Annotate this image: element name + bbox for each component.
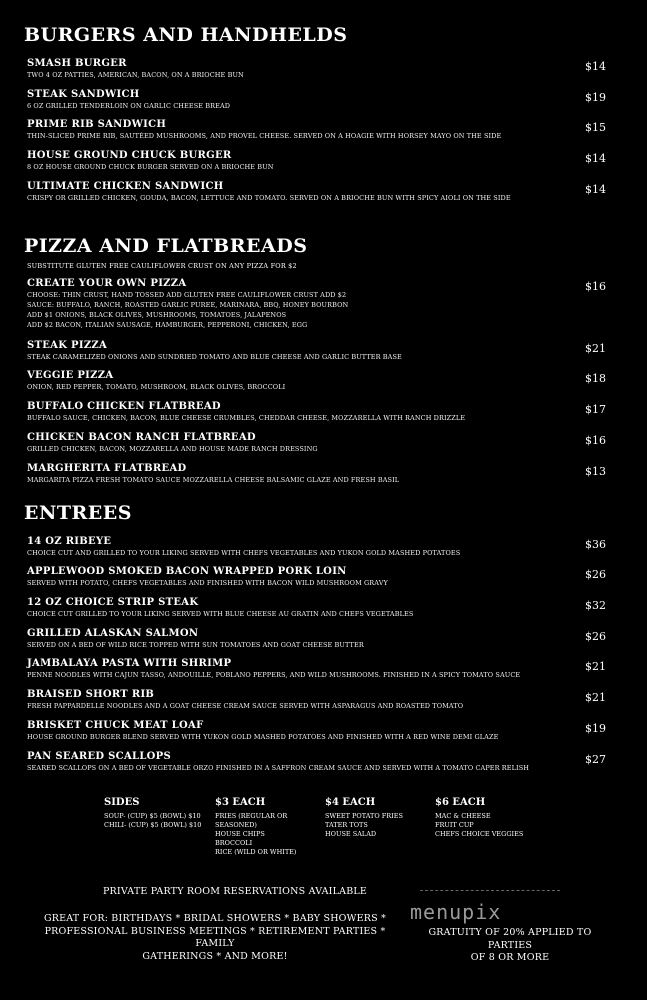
item-description: ADD $1 ONIONS, BLACK OLIVES, MUSHROOMS, TOMATOES, JALAPENOS — [27, 311, 287, 319]
sides-line: SEASONED) — [215, 821, 257, 829]
item-description: ADD $2 BACON, ITALIAN SAUSAGE, HAMBURGER, PEPPERONI, CHICKEN, EGG — [27, 321, 308, 329]
sides-column — [104, 797, 201, 830]
item-description: GRILLED CHICKEN, BACON, MOZZARELLA AND HOUSE MADE RANCH DRESSING — [27, 445, 318, 453]
item-price: $16 — [585, 280, 606, 293]
item-price: $21 — [585, 342, 606, 355]
divider — [420, 890, 560, 891]
item-description: CHOICE CUT GRILLED TO YOUR LIKING SERVED WITH BLUE CHEESE AU GRATIN AND CHEFS VEGETABLES — [27, 610, 414, 618]
menu-item — [27, 566, 617, 588]
item-description: 8 OZ HOUSE GROUND CHUCK BURGER SERVED ON A BRIOCHE BUN — [27, 163, 274, 171]
item-price: $15 — [585, 121, 606, 134]
great-for-line: GREAT FOR: BIRTHDAYS * BRIDAL SHOWERS * BABY SHOWERS * — [43, 913, 386, 924]
sides-column — [325, 797, 403, 839]
item-name: STEAK SANDWICH — [27, 89, 140, 100]
item-description: PENNE NOODLES WITH CAJUN TASSO, ANDOUILLE, POBLANO PEPPERS, AND WILD MUSHROOMS. FINISHED IN A SPICY TOMATO SAUCE — [27, 671, 521, 679]
menu-item — [27, 597, 617, 619]
menu-item — [27, 751, 617, 773]
gratuity-line: GRATUITY OF 20% APPLIED TO PARTIES — [428, 927, 592, 951]
item-price: $21 — [585, 660, 606, 673]
menu-item — [27, 401, 617, 423]
menu-item — [27, 58, 617, 80]
item-description: 6 OZ GRILLED TENDERLOIN ON GARLIC CHEESE BREAD — [27, 102, 231, 110]
great-for-line: GATHERINGS * AND MORE! — [142, 950, 288, 962]
menu-item — [27, 432, 617, 454]
gratuity-line: OF 8 OR MORE — [470, 952, 550, 963]
item-description: HOUSE GROUND BURGER BLEND SERVED WITH YUKON GOLD MASHED POTATOES AND FINISHED WITH A RED WINE DEMI GLAZE — [27, 733, 499, 741]
item-price: $13 — [585, 465, 606, 478]
item-price: $14 — [585, 152, 606, 165]
item-price: $18 — [585, 372, 606, 385]
item-name: BUFFALO CHICKEN FLATBREAD — [27, 401, 221, 412]
item-price: $16 — [585, 434, 606, 447]
item-name: BRISKET CHUCK MEAT LOAF — [27, 720, 204, 731]
menu-item — [27, 689, 617, 711]
sides-line: MAC & CHEESE — [435, 812, 491, 820]
item-description: SEARED SCALLOPS ON A BED OF VEGETABLE ORZO FINISHED IN A SAFFRON CREAM SAUCE AND SERVED WITH A TOMATO CAPER RELISH — [27, 764, 530, 772]
section-title-pizza: PIZZA AND FLATBREADS — [24, 235, 308, 257]
menu-item — [27, 658, 617, 680]
great-for-block — [40, 913, 390, 963]
great-for-line: PROFESSIONAL BUSINESS MEETINGS * RETIREMENT PARTIES * FAMILY — [44, 925, 386, 949]
menu-item — [27, 181, 617, 203]
menupix-watermark: menupix — [410, 900, 502, 924]
sides-line: FRUIT CUP — [435, 821, 474, 829]
section-title-burgers: BURGERS AND HANDHELDS — [24, 24, 348, 46]
sides-heading: $3 EACH — [215, 797, 266, 808]
item-name: 12 OZ CHOICE STRIP STEAK — [27, 597, 199, 608]
sides-heading: $6 EACH — [435, 797, 486, 808]
item-name: SMASH BURGER — [27, 58, 127, 69]
sides-column — [215, 797, 296, 857]
sides-heading: $4 EACH — [325, 797, 376, 808]
sides-line: CHILI- (CUP) $5 (BOWL) $10 — [104, 821, 202, 829]
item-price: $32 — [585, 599, 606, 612]
item-name: STEAK PIZZA — [27, 340, 108, 351]
sides-line: SOUP- (CUP) $5 (BOWL) $10 — [104, 812, 201, 820]
section-note: SUBSTITUTE GLUTEN FREE CAULIFLOWER CRUST ON ANY PIZZA FOR $2 — [27, 262, 297, 270]
sides-line: HOUSE CHIPS — [215, 830, 265, 838]
item-description: MARGARITA PIZZA FRESH TOMATO SAUCE MOZZARELLA CHEESE BALSAMIC GLAZE AND FRESH BASIL — [27, 476, 400, 484]
item-price: $14 — [585, 60, 606, 73]
menu-item — [27, 150, 617, 172]
item-name: CHICKEN BACON RANCH FLATBREAD — [27, 432, 256, 443]
menu-item — [27, 370, 617, 392]
sides-line: FRIES (REGULAR OR — [215, 812, 288, 820]
item-name: APPLEWOOD SMOKED BACON WRAPPED PORK LOIN — [27, 566, 347, 577]
sides-line: CHEFS CHOICE VEGGIES — [435, 830, 524, 838]
item-name: JAMBALAYA PASTA WITH SHRIMP — [27, 658, 232, 669]
menu-item — [27, 119, 617, 141]
menu-item — [27, 278, 617, 330]
item-description: SERVED ON A BED OF WILD RICE TOPPED WITH SUN TOMATOES AND GOAT CHEESE BUTTER — [27, 641, 364, 649]
item-name: GRILLED ALASKAN SALMON — [27, 628, 199, 639]
sides-heading: SIDES — [104, 797, 140, 808]
item-price: $19 — [585, 722, 606, 735]
item-price: $19 — [585, 91, 606, 104]
item-name: ULTIMATE CHICKEN SANDWICH — [27, 181, 224, 192]
item-name: MARGHERITA FLATBREAD — [27, 463, 187, 474]
sides-line: SWEET POTATO FRIES — [325, 812, 403, 820]
item-description: ONION, RED PEPPER, TOMATO, MUSHROOM, BLACK OLIVES, BROCCOLI — [27, 383, 286, 391]
item-description: CRISPY OR GRILLED CHICKEN, GOUDA, BACON, LETTUCE AND TOMATO. SERVED ON A BRIOCHE BUN WITH SPICY AIOLI ON THE SIDE — [27, 194, 511, 202]
item-price: $17 — [585, 403, 606, 416]
sides-column — [435, 797, 523, 839]
item-name: VEGGIE PIZZA — [27, 370, 114, 381]
item-price: $27 — [585, 753, 606, 766]
item-price: $14 — [585, 183, 606, 196]
menu-item — [27, 628, 617, 650]
item-description: FRESH PAPPARDELLE NOODLES AND A GOAT CHEESE CREAM SAUCE SERVED WITH ASPARAGUS AND ROASTED TOMATO — [27, 702, 464, 710]
item-description: BUFFALO SAUCE, CHICKEN, BACON, BLUE CHEESE CRUMBLES, CHEDDAR CHEESE, MOZZARELLA WITH RANCH DRIZZLE — [27, 414, 466, 422]
item-price: $26 — [585, 568, 606, 581]
section-title-entrees: ENTREES — [24, 502, 132, 524]
item-price: $26 — [585, 630, 606, 643]
sides-line: RICE (WILD OR WHITE) — [215, 848, 297, 856]
item-description: TWO 4 OZ PATTIES, AMERICAN, BACON, ON A BRIOCHE BUN — [27, 71, 244, 79]
sides-line: TATER TOTS — [325, 821, 368, 829]
menu-item — [27, 89, 617, 111]
menu-item — [27, 463, 617, 485]
item-description: CHOICE CUT AND GRILLED TO YOUR LIKING SERVED WITH CHEFS VEGETABLES AND YUKON GOLD MASHED POTATOES — [27, 549, 461, 557]
item-name: 14 OZ RIBEYE — [27, 536, 112, 547]
item-name: BRAISED SHORT RIB — [27, 689, 155, 700]
sides-line: BROCCOLI — [215, 839, 253, 847]
item-price: $36 — [585, 538, 606, 551]
gratuity-note — [405, 927, 615, 965]
sides-line: HOUSE SALAD — [325, 830, 377, 838]
item-name: PAN SEARED SCALLOPS — [27, 751, 172, 762]
menu-item — [27, 536, 617, 558]
item-name: HOUSE GROUND CHUCK BURGER — [27, 150, 232, 161]
menu-item — [27, 720, 617, 742]
menu-item — [27, 340, 617, 362]
item-name: PRIME RIB SANDWICH — [27, 119, 167, 130]
private-party-note: PRIVATE PARTY ROOM RESERVATIONS AVAILABLE — [102, 886, 368, 897]
item-description: STEAK CARAMELIZED ONIONS AND SUNDRIED TOMATO AND BLUE CHEESE AND GARLIC BUTTER BASE — [27, 353, 402, 361]
item-description: SERVED WITH POTATO, CHEFS VEGETABLES AND FINISHED WITH BACON WILD MUSHROOM GRAVY — [27, 579, 388, 587]
item-description: SAUCE: BUFFALO, RANCH, ROASTED GARLIC PUREE, MARINARA, BBQ, HONEY BOURBON — [27, 301, 349, 309]
item-price: $21 — [585, 691, 606, 704]
item-description: CHOOSE: THIN CRUST, HAND TOSSED ADD GLUTEN FREE CAULIFLOWER CRUST ADD $2 — [27, 291, 347, 299]
item-description: THIN-SLICED PRIME RIB, SAUTÉED MUSHROOMS, AND PROVEL CHEESE. SERVED ON A HOAGIE WITH HORSEY MAYO ON THE SIDE — [27, 132, 502, 140]
item-name: CREATE YOUR OWN PIZZA — [27, 278, 187, 289]
